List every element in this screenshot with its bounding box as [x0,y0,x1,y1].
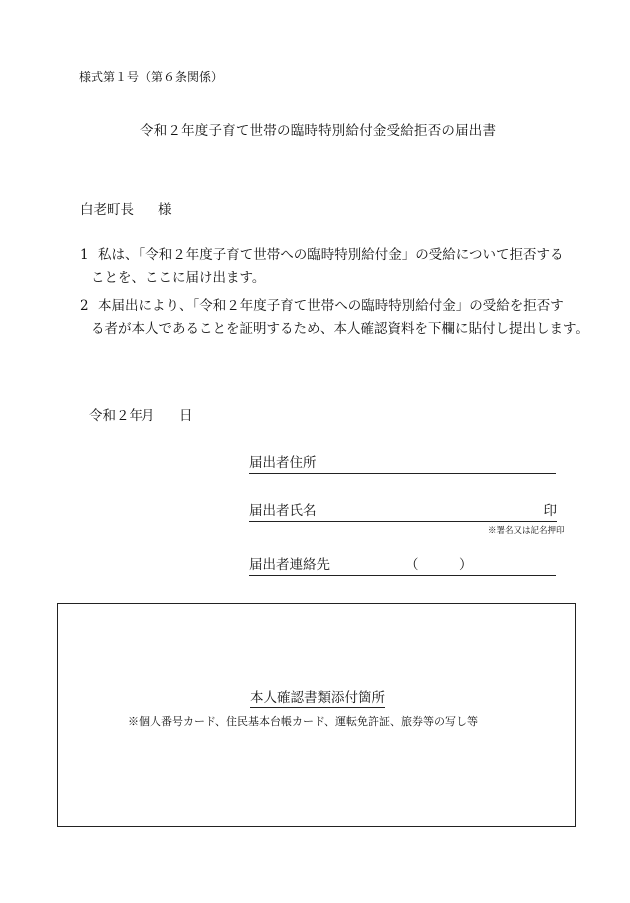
item-text-line-1: 私は、「令和２年度子育て世帯への臨時特別給付金」の受給について拒否する [98,247,564,263]
addressee-honorific: 様 [158,202,172,218]
date-era-year: 令和２年 [89,408,143,424]
item-text-line-1: 本届出により、「令和２年度子育て世帯への臨時特別給付金」の受給を拒否す [98,298,564,314]
item-number: 2 [80,298,89,314]
id-box-title: 本人確認書類添付箇所 [250,686,385,708]
applicant-address-field[interactable] [249,452,556,474]
document-title: 令和２年度子育て世帯の臨時特別給付金受給拒否の届出書 [140,123,497,139]
item-text-line-2: ことを、ここに届け出ます。 [91,270,266,286]
date-day: 日 [179,408,193,424]
applicant-name-field[interactable] [249,500,557,522]
applicant-contact-label: 届出者連絡先 [249,557,330,573]
form-number: 様式第１号（第６条関係） [79,70,224,84]
date-line [89,404,193,424]
applicant-contact-field[interactable] [249,554,556,576]
item-text-line-2: る者が本人であることを証明するため、本人確認資料を下欄に貼付し提出します。 [91,321,589,337]
id-box-note: ※個人番号カード、住民基本台帳カード、運転免許証、旅券等の写し等 [128,715,479,728]
applicant-address-label: 届出者住所 [249,455,317,471]
seal-mark: 印 [543,503,557,519]
date-month: 月 [141,408,155,424]
item-number: 1 [80,247,89,263]
contact-parentheses: （ ） [405,557,473,573]
addressee [80,198,172,218]
applicant-name-label: 届出者氏名 [249,503,317,519]
addressee-name: 白老町長 [80,202,134,218]
signature-note: ※署名又は記名押印 [488,526,565,536]
